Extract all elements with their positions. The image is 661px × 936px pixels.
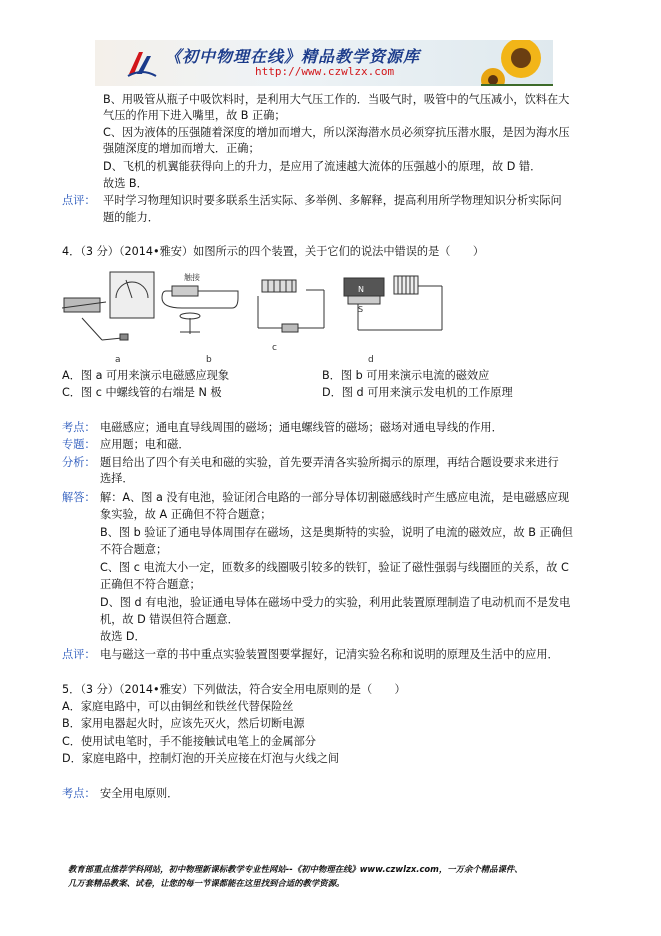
q4-jieda-line-9: 故选 D． bbox=[100, 630, 146, 643]
q4-jieda-line-8: 机，故 D 错误但符合题意． bbox=[100, 613, 239, 626]
q4-kaodian: 电磁感应；通电直导线周围的磁场；通电螺线管的磁场；磁场对通电导线的作用． bbox=[100, 421, 503, 434]
prev-line-3: C、因为液体的压强随着深度的增加而增大，所以深海潜水员必须穿抗压潜水服，是因为海水压 bbox=[103, 126, 570, 139]
q4-fenxi-line-1: 题目给出了四个有关电和磁的实验，首先要弄清各实验所揭示的原理，再结合题设要求来进行 bbox=[100, 456, 559, 469]
q4-figure bbox=[62, 268, 462, 366]
figure-c-label: c bbox=[272, 343, 277, 353]
figure-d-label: d bbox=[368, 355, 374, 365]
q4-option-c: C．图 c 中螺线管的右端是 N 极 bbox=[62, 386, 222, 399]
q4-kaodian-label: 考点： bbox=[62, 421, 96, 434]
prev-comment-line-2: 题的能力． bbox=[103, 211, 159, 224]
q5-kaodian: 安全用电原则． bbox=[100, 787, 179, 800]
prev-line-6: 故选 B． bbox=[103, 177, 148, 190]
q5-kaodian-label: 考点： bbox=[62, 787, 96, 800]
header-banner bbox=[95, 40, 553, 86]
q4-zhuanti: 应用题；电和磁． bbox=[100, 438, 190, 451]
figure-a bbox=[62, 272, 154, 340]
q4-dianping: 电与磁这一章的书中重点实验装置图要掌握好，记清实验名称和说明的原理及生活中的应用． bbox=[100, 648, 559, 661]
q4-zhuanti-label: 专题： bbox=[62, 438, 96, 451]
figure-d-s-label: S bbox=[358, 305, 364, 314]
q4-stem: 4．（3 分）（2014•雅安）如图所示的四个装置，关于它们的说法中错误的是（ ） bbox=[62, 245, 485, 258]
prev-line-4: 强随深度的增加而增大．正确； bbox=[103, 142, 260, 155]
sunflower-icon bbox=[481, 40, 553, 86]
q4-fenxi-label: 分析： bbox=[62, 456, 96, 469]
figure-d-n-label: N bbox=[358, 285, 364, 294]
q5-stem: 5．（3 分）（2014•雅安）下列做法，符合安全用电原则的是（ ） bbox=[62, 683, 406, 696]
q4-jieda-line-6: 正确但不符合题意； bbox=[100, 578, 201, 591]
q4-jieda-line-7: D、图 d 有电池，验证通电导体在磁场中受力的实验，利用此装置原理制造了电动机而不是发电 bbox=[100, 596, 571, 609]
banner-url[interactable]: http://www.czwlzx.com bbox=[255, 65, 395, 78]
prev-line-1: B、用吸管从瓶子中吸饮料时，是利用大气压工作的．当吸气时，吸管中的气压减小，饮料在大 bbox=[103, 93, 570, 106]
footer-line-2: 几万套精品教案、试卷，让您的每一节课都能在这里找到合适的教学资源。 bbox=[68, 878, 345, 888]
q4-fenxi-line-2: 选择． bbox=[100, 472, 134, 485]
prev-comment-line-1: 平时学习物理知识时要多联系生活实际、多举例、多解释，提高利用所学物理知识分析实际问 bbox=[103, 194, 562, 207]
q4-jieda-label: 解答： bbox=[62, 491, 96, 504]
figure-c bbox=[258, 280, 324, 332]
q4-option-b: B．图 b 可用来演示电流的磁效应 bbox=[322, 369, 490, 382]
footer-line-1: 教育部重点推荐学科网站，初中物理新课标教学专业性网站--《初中物理在线》www.czwlzx.com，一万余个精品课件、 bbox=[68, 864, 523, 874]
figure-b-label: b bbox=[206, 355, 212, 365]
banner-title: 《初中物理在线》精品教学资源库 bbox=[165, 47, 421, 66]
q4-option-d: D．图 d 可用来演示发电机的工作原理 bbox=[322, 386, 513, 399]
figure-b bbox=[162, 286, 238, 334]
figure-a-label: a bbox=[115, 355, 121, 365]
q4-jieda-line-3: B、图 b 验证了通电导体周围存在磁场，这是奥斯特的实验，说明了电流的磁效应，故 B 正确但 bbox=[100, 526, 573, 539]
q4-dianping-label: 点评： bbox=[62, 648, 96, 661]
q5-option-d: D．家庭电路中，控制灯泡的开关应接在灯泡与火线之间 bbox=[62, 752, 340, 765]
prev-line-5: D、飞机的机翼能获得向上的升力，是应用了流速越大流体的压强越小的原理，故 D 错． bbox=[103, 160, 542, 173]
q4-jieda-line-2: 象实验，故 A 正确但不符合题意； bbox=[100, 508, 272, 521]
q5-option-b: B．家用电器起火时，应该先灭火，然后切断电源 bbox=[62, 717, 305, 730]
figure-b-touch-label: 触接 bbox=[184, 273, 200, 282]
q4-jieda-line-5: C、图 c 电流大小一定，匝数多的线圈吸引较多的铁钉，验证了磁性强弱与线圈匝的关系，故 C bbox=[100, 561, 569, 574]
q5-option-a: A．家庭电路中，可以由铜丝和铁丝代替保险丝 bbox=[62, 700, 294, 713]
q4-option-a: A．图 a 可用来演示电磁感应现象 bbox=[62, 369, 230, 382]
q4-jieda-line-1: 解：A、图 a 没有电池，验证闭合电路的一部分导体切割磁感线时产生感应电流，是电磁感应现 bbox=[100, 491, 570, 504]
site-logo-icon bbox=[125, 46, 159, 80]
prev-comment-label: 点评： bbox=[62, 194, 96, 207]
q5-option-c: C．使用试电笔时，手不能接触试电笔上的金属部分 bbox=[62, 735, 316, 748]
prev-line-2: 气压的作用下进入嘴里，故 B 正确； bbox=[103, 109, 286, 122]
q4-jieda-line-4: 不符合题意； bbox=[100, 543, 168, 556]
